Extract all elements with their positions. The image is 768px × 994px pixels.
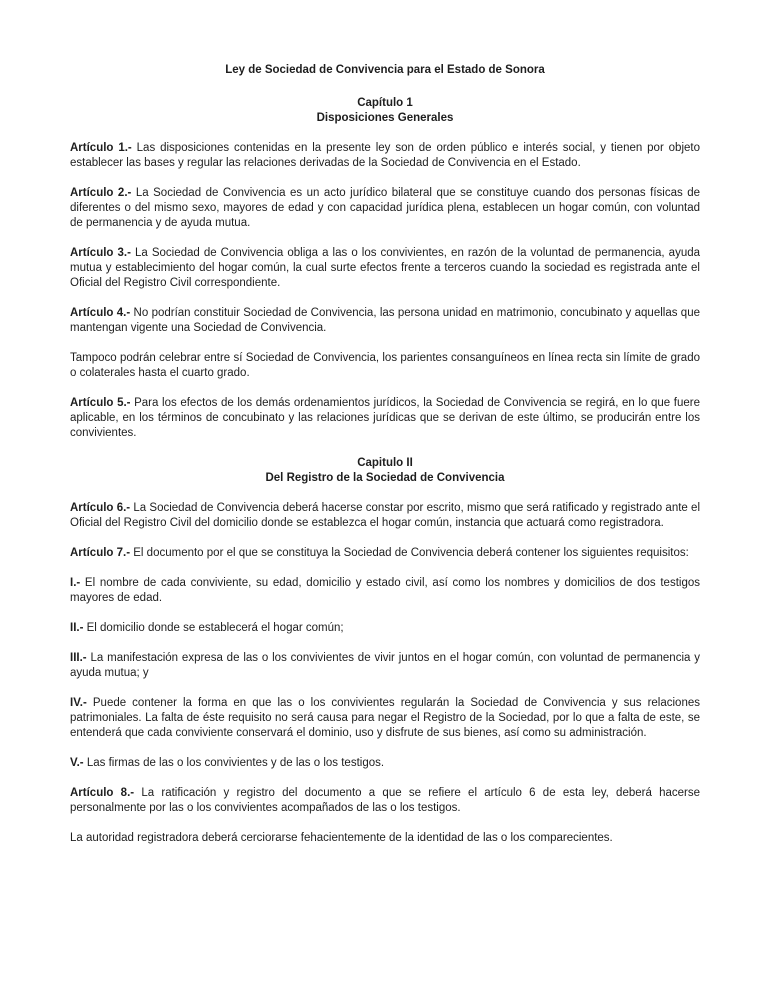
- article-8-label: Artículo 8.-: [70, 787, 135, 799]
- fraction-iv-text: Puede contener la forma en que las o los convivientes regularán la Sociedad de Convivencia y sus relaciones patrimoniales. La falta de éste requisito no será causa para negar el Registro de la Sociedad, por lo que a falta de este, se entenderá que cada conviviente conservará el dominio, uso y disfrute de sus bienes, así como su administración.: [70, 697, 700, 739]
- article-4-label: Artículo 4.-: [70, 307, 131, 319]
- chapter-2-heading: [70, 456, 700, 486]
- fraction-i-paragraph: [70, 576, 700, 606]
- article-1-paragraph: [70, 141, 700, 171]
- article-2-label: Artículo 2.-: [70, 187, 132, 199]
- article-8-continuation-paragraph: [70, 831, 700, 846]
- fraction-i-label: I.-: [70, 577, 81, 589]
- article-4-continuation-paragraph: [70, 351, 700, 381]
- article-3-label: Artículo 3.-: [70, 247, 131, 259]
- article-6-text: La Sociedad de Convivencia deberá hacerse constar por escrito, mismo que será ratificado y registrado ante el Oficial del Registro Civil del domicilio donde se establezca el hogar común, instancia que actuará como registradora.: [70, 502, 701, 529]
- article-7-text: El documento por el que se constituya la Sociedad de Convivencia deberá contener los siguientes requisitos:: [130, 547, 689, 559]
- fraction-v-label: V.-: [70, 757, 84, 769]
- fraction-iii-paragraph: [70, 651, 700, 681]
- article-1-label: Artículo 1.-: [70, 142, 132, 154]
- chapter-2-heading-number: Capitulo II: [357, 457, 413, 469]
- fraction-ii-label: II.-: [70, 622, 84, 634]
- chapter-1-heading-number: Capítulo 1: [357, 97, 413, 109]
- fraction-iv-label: IV.-: [70, 697, 87, 709]
- article-8-text: La ratificación y registro del documento a que se refiere el artículo 6 de esta ley, deberá hacerse personalmente por las o los convivientes acompañados de las o los testigos.: [70, 787, 701, 814]
- article-8-continuation-text: La autoridad registradora deberá cerciorarse fehacientemente de la identidad de las o los comparecientes.: [70, 832, 613, 844]
- article-1-text: Las disposiciones contenidas en la presente ley son de orden público e interés social, y tienen por objeto establecer las bases y regular las relaciones derivadas de la Sociedad de Convivencia en el Estado.: [70, 142, 700, 169]
- article-7-paragraph: [70, 546, 700, 561]
- chapter-2-heading-name: Del Registro de la Sociedad de Convivencia: [265, 472, 505, 484]
- article-6-label: Artículo 6.-: [70, 502, 131, 514]
- fraction-ii-text: El domicilio donde se establecerá el hogar común;: [83, 622, 344, 634]
- article-6-paragraph: [70, 501, 700, 531]
- fraction-iii-label: III.-: [70, 652, 87, 664]
- article-3-text: La Sociedad de Convivencia obliga a las o los convivientes, en razón de la voluntad de permanencia, ayuda mutua y establecimiento del hogar común, la cual surte efectos frente a terceros cuando la sociedad es registrada ante el Oficial del Registro Civil correspondiente.: [70, 247, 701, 289]
- article-5-text: Para los efectos de los demás ordenamientos jurídicos, la Sociedad de Convivencia se regirá, en lo que fuere aplicable, en los términos de concubinato y las relaciones jurídicas que se derivan de este último, se producirán entre los convivientes.: [70, 397, 700, 439]
- article-8-paragraph: [70, 786, 700, 816]
- article-3-paragraph: [70, 246, 700, 291]
- fraction-ii-paragraph: [70, 621, 700, 636]
- article-5-paragraph: [70, 396, 700, 441]
- article-4-paragraph: [70, 306, 700, 336]
- article-7-label: Artículo 7.-: [70, 547, 131, 559]
- article-4-continuation-text: Tampoco podrán celebrar entre sí Sociedad de Convivencia, los parientes consanguíneos en línea recta sin límite de grado o colaterales hasta el cuarto grado.: [70, 352, 700, 379]
- fraction-v-text: Las firmas de las o los convivientes y de las o los testigos.: [83, 757, 385, 769]
- article-2-text: La Sociedad de Convivencia es un acto jurídico bilateral que se constituye cuando dos personas físicas de diferentes o del mismo sexo, mayores de edad y con capacidad jurídica plena, establecen un hogar común, con voluntad de permanencia y de ayuda mutua.: [70, 187, 700, 229]
- document-title: Ley de Sociedad de Convivencia para el Estado de Sonora: [225, 64, 545, 76]
- article-4-text: No podrían constituir Sociedad de Convivencia, las persona unidad en matrimonio, concubinato y aquellas que mantengan vigente una Sociedad de Convivencia.: [70, 307, 700, 334]
- fraction-v-paragraph: [70, 756, 700, 771]
- fraction-i-text: El nombre de cada conviviente, su edad, domicilio y estado civil, así como los nombres y domicilios de dos testigos mayores de edad.: [70, 577, 700, 604]
- fraction-iii-text: La manifestación expresa de las o los convivientes de vivir juntos en el hogar común, con voluntad de permanencia y ayuda mutua; y: [70, 652, 700, 679]
- chapter-1-heading-name: Disposiciones Generales: [316, 112, 454, 124]
- chapter-1-heading: [70, 96, 700, 126]
- fraction-iv-paragraph: [70, 696, 700, 741]
- article-2-paragraph: [70, 186, 700, 231]
- article-5-label: Artículo 5.-: [70, 397, 131, 409]
